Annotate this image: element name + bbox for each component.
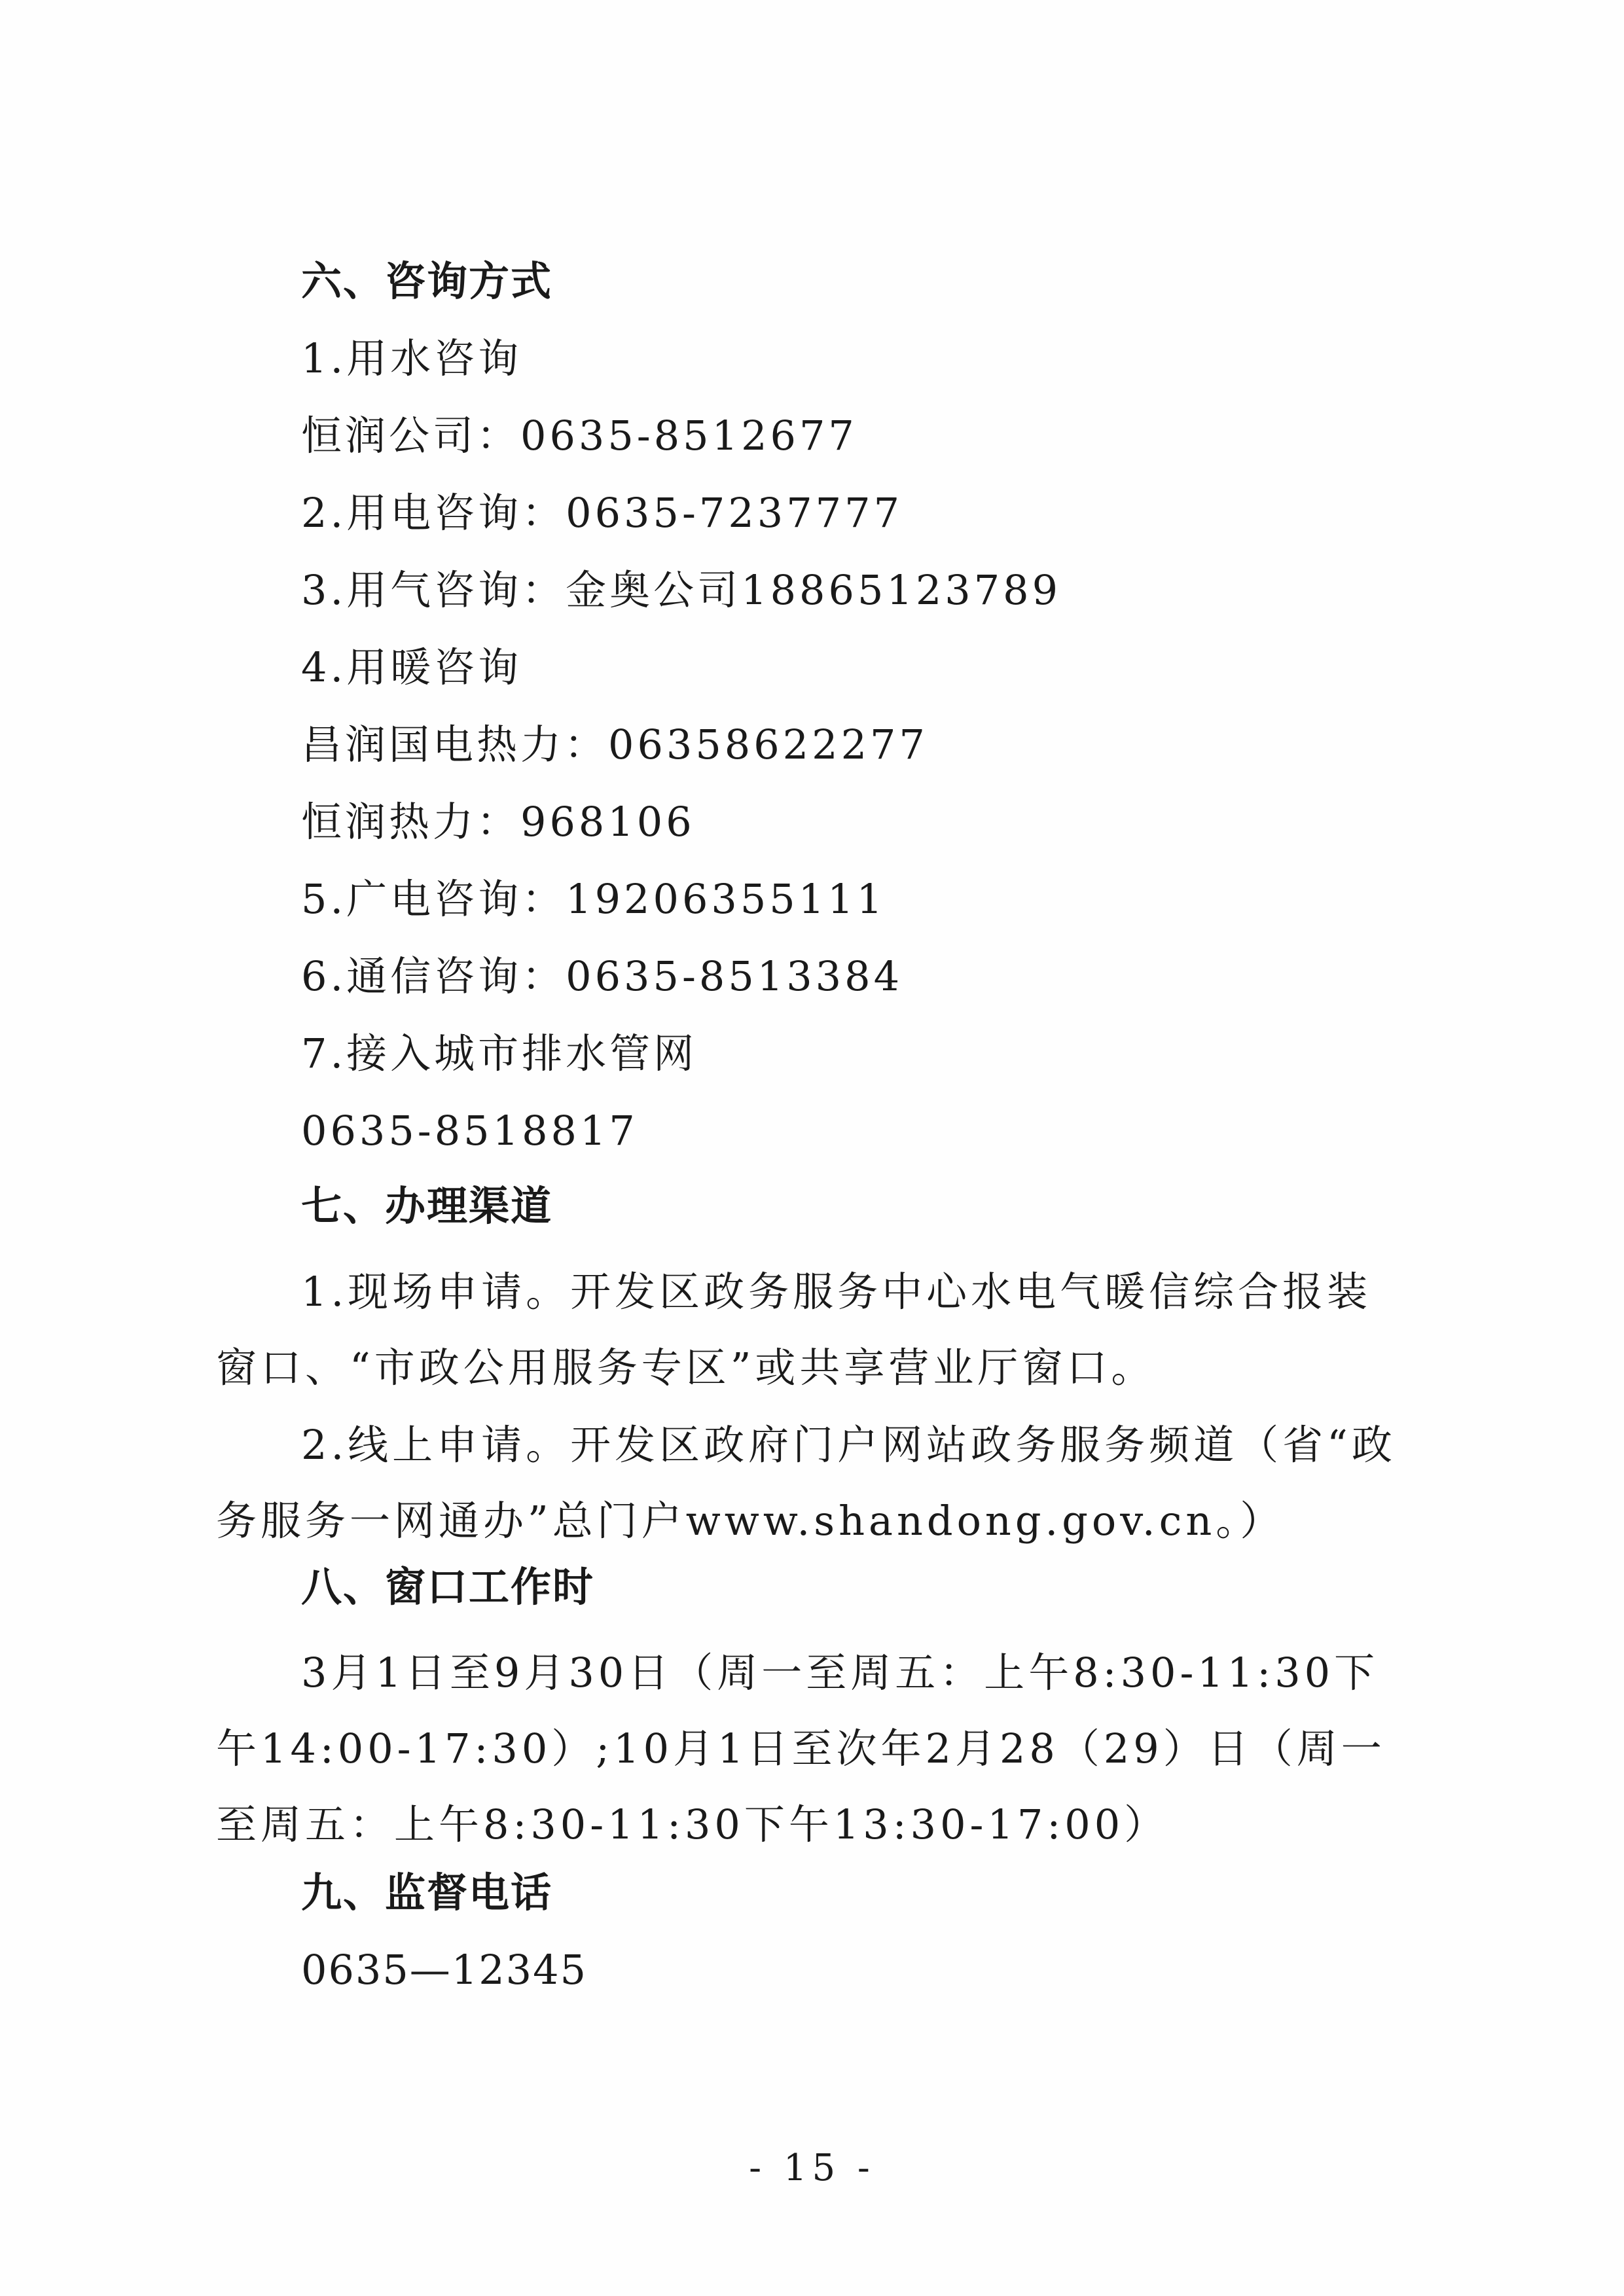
consult-item: 7.接入城市排水管网 <box>301 1030 698 1077</box>
consult-item: 4.用暖咨询 <box>301 643 522 691</box>
section-heading-supervise: 九、监督电话 <box>301 1869 553 1916</box>
channel-paragraph-onsite: 1.现场申请。开发区政务服务中心水电气暖信综合报装窗口、“市政公用服务专区”或共享营业厅窗口。 <box>216 1268 1372 1391</box>
consult-item: 昌润国电热力：06358622277 <box>301 721 928 768</box>
hours-paragraph: 3月1日至9月30日（周一至周五：上午8:30-11:30下午14:00-17:30）;10月1日至次年2月28（29）日（周一至周五：上午8:30-11:30下午13:30-17:00） <box>216 1649 1386 1848</box>
consult-item: 3.用气咨询：金奥公司18865123789 <box>301 566 1062 614</box>
channel-paragraph-online: 2.线上申请。开发区政府门户网站政务服务频道（省“政务服务一网通办”总门户www.shandong.gov.cn。） <box>216 1421 1396 1545</box>
consult-item: 1.用水咨询 <box>301 334 522 382</box>
section-heading-channel: 七、办理渠道 <box>301 1182 553 1230</box>
section-heading-hours: 八、窗口工作时 <box>301 1563 595 1611</box>
page-number: - 15 - <box>749 2147 875 2189</box>
supervise-phone: 0635—12345 <box>301 1946 588 1994</box>
consult-item: 5.广电咨询：19206355111 <box>301 875 886 923</box>
consult-item: 恒润热力：968106 <box>301 798 695 846</box>
consult-item: 0635-8518817 <box>301 1107 638 1155</box>
consult-item: 2.用电咨询：0635-7237777 <box>301 489 903 537</box>
section-heading-consult: 六、咨询方式 <box>301 257 553 305</box>
consult-item: 恒润公司：0635-8512677 <box>301 412 857 459</box>
consult-item: 6.通信咨询：0635-8513384 <box>301 952 903 1000</box>
